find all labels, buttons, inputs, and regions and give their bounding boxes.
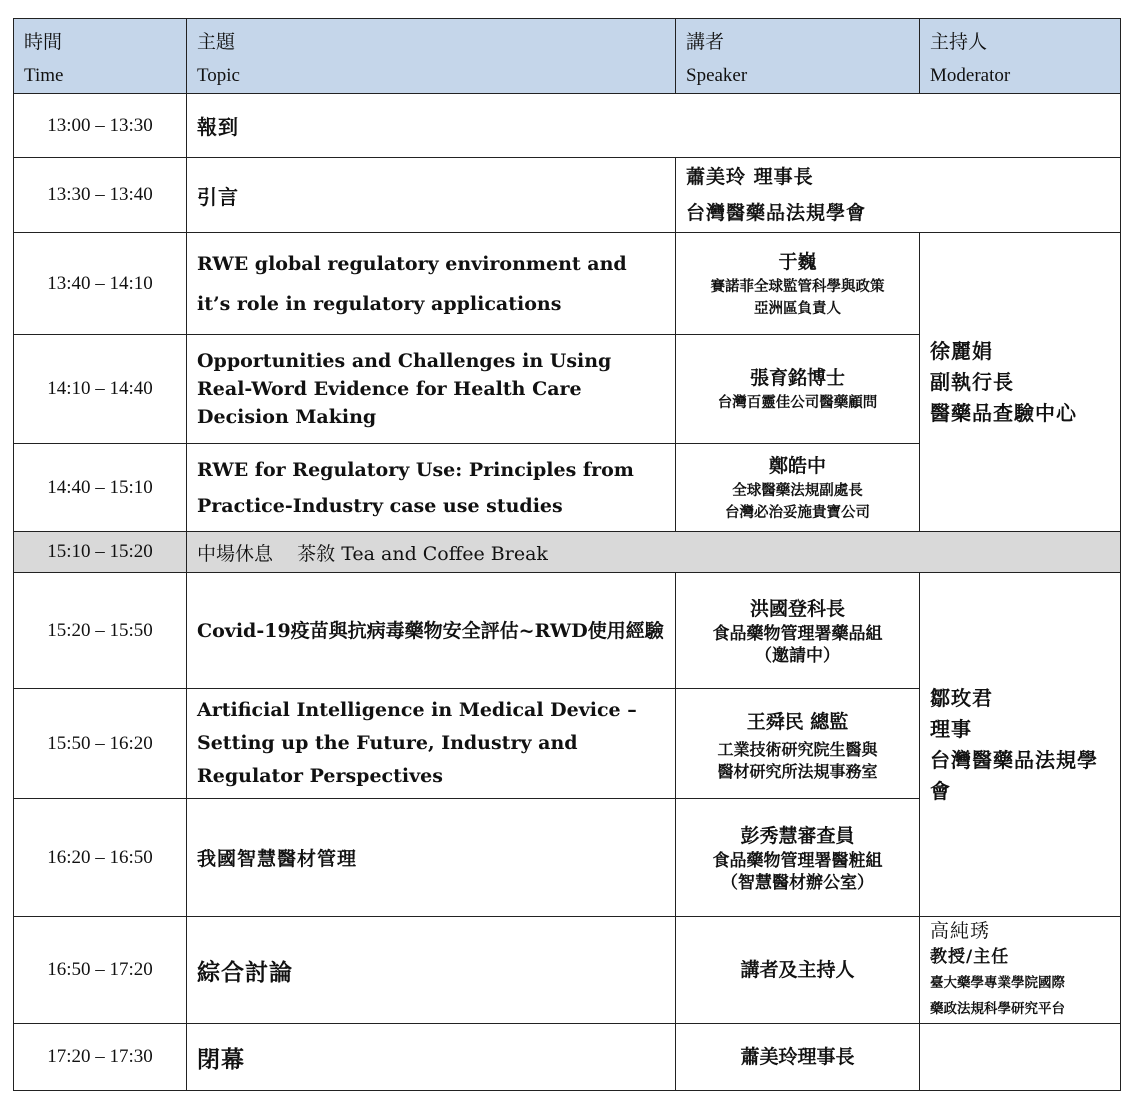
table-row [14,573,1121,689]
speaker-cell: 鄭皓中 全球醫藥法規副處長 台灣必治妥施貴寶公司 [676,444,920,532]
table-row [14,1024,1121,1091]
time-cell: 16:50 – 17:20 [14,917,187,1024]
break-label: 中場休息 茶敘 Tea and Coffee Break [187,532,1121,573]
agenda-table [13,18,1121,1091]
topic-cell: Opportunities and Challenges in Using Real-Word Evidence for Health Care Decision Making [187,335,676,444]
time-cell: 14:10 – 14:40 [14,335,187,444]
speaker-cell: 蕭美玲 理事長 台灣醫藥品法規學會 [676,158,1121,233]
time-cell: 16:20 – 16:50 [14,799,187,917]
speaker-cell: 于巍 賽諾菲全球監管科學與政策 亞洲區負責人 [676,233,920,335]
speaker-cell: 講者及主持人 [676,917,920,1024]
topic-cell: 引言 [187,158,676,233]
header-moderator: 主持人 Moderator [920,19,1121,94]
time-cell: 13:00 – 13:30 [14,94,187,158]
time-cell: 15:50 – 16:20 [14,689,187,799]
moderator-cell: 徐麗娟 副執行長 醫藥品查驗中心 [920,233,1121,532]
header-topic: 主題 Topic [187,19,676,94]
time-cell: 13:30 – 13:40 [14,158,187,233]
topic-cell: 我國智慧醫材管理 [187,799,676,917]
topic-cell: RWE for Regulatory Use: Principles from Practice-Industry case use studies [187,444,676,532]
speaker-cell: 洪國登科長 食品藥物管理署藥品組 （邀請中） [676,573,920,689]
table-row [14,917,1121,1024]
header-row [14,19,1121,94]
speaker-cell: 王舜民 總監 工業技術研究院生醫與 醫材研究所法規事務室 [676,689,920,799]
topic-cell: Covid-19疫苗與抗病毒藥物安全評估~RWD使用經驗 [187,573,676,689]
time-cell: 17:20 – 17:30 [14,1024,187,1091]
speaker-cell: 彭秀慧審查員 食品藥物管理署醫粧組 （智慧醫材辦公室） [676,799,920,917]
break-row [14,532,1121,573]
table-row [14,233,1121,335]
table-row [14,158,1121,233]
time-cell: 15:10 – 15:20 [14,532,187,573]
moderator-cell-empty [920,1024,1121,1091]
time-cell: 14:40 – 15:10 [14,444,187,532]
table-row [14,94,1121,158]
header-speaker: 講者 Speaker [676,19,920,94]
time-cell: 15:20 – 15:50 [14,573,187,689]
topic-cell: Artificial Intelligence in Medical Device – Setting up the Future, Industry and Regulator Perspectives [187,689,676,799]
topic-cell: 報到 [187,94,1121,158]
topic-cell: 綜合討論 [187,917,676,1024]
moderator-cell: 鄒玫君 理事 台灣醫藥品法規學會 [920,573,1121,917]
speaker-cell: 蕭美玲理事長 [676,1024,920,1091]
speaker-cell: 張育銘博士 台灣百靈佳公司醫藥顧問 [676,335,920,444]
time-cell: 13:40 – 14:10 [14,233,187,335]
topic-cell: RWE global regulatory environment and it’s role in regulatory applications [187,233,676,335]
moderator-cell: 高純琇 教授/主任 臺大藥學專業學院國際 藥政法規科學研究平台 [920,917,1121,1024]
topic-cell: 閉幕 [187,1024,676,1091]
header-time: 時間 Time [14,19,187,94]
